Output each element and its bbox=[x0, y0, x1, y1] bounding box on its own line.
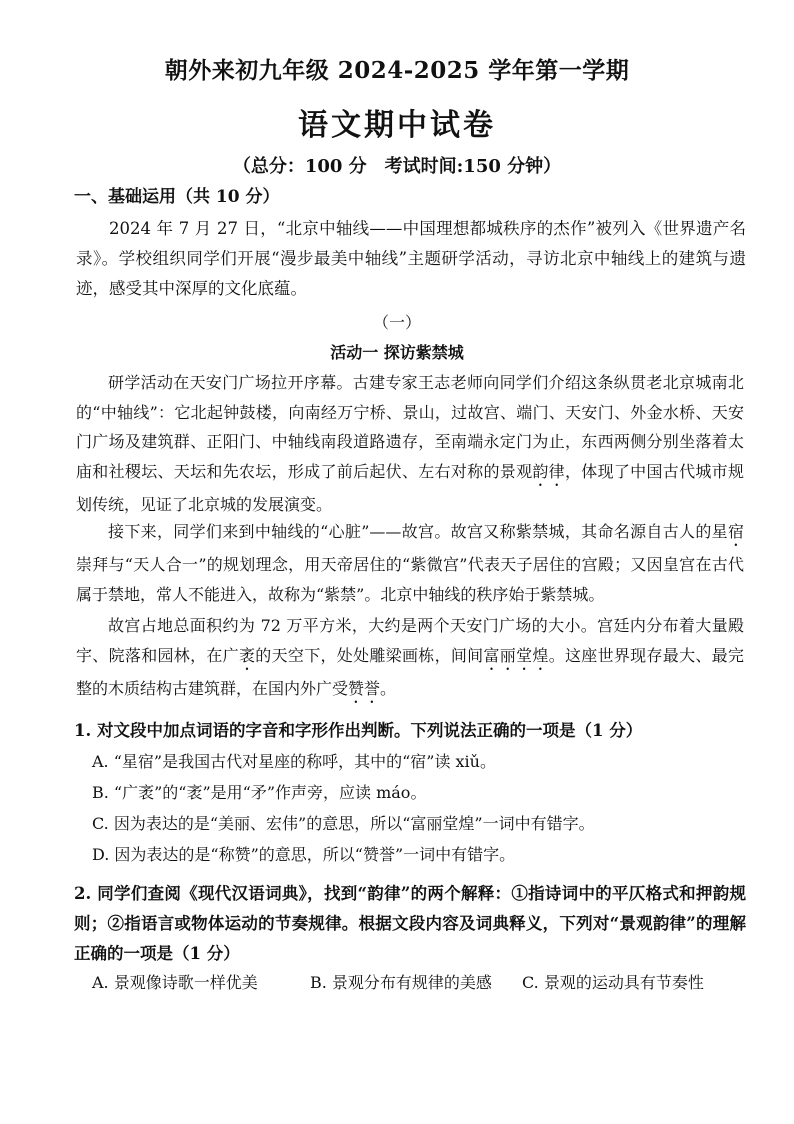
question-2-option-c: C. 景观的运动具有节奏性 bbox=[522, 973, 704, 992]
passage-text: ，体现了中国古代城市规划传统，见证了北京城的发展演变。 bbox=[76, 461, 744, 514]
passage-text: 故宫占地总面积约为 72 万平方米，大约是两个天安门广场的大小。宫廷内分布着大量殿宇、院落和园林，在广 bbox=[76, 616, 744, 665]
exam-title-line2: 语文期中试卷 bbox=[298, 108, 496, 143]
passage-paragraph-1 bbox=[76, 368, 744, 519]
score-and-time-info: （总分：100 分 考试时间:150 分钟） bbox=[232, 156, 562, 177]
question-1-option-b: B. “广袤”的“袤”是用“矛”作声旁，应读 máo。 bbox=[92, 783, 427, 802]
question-1-option-d: D. 因为表达的是“称赞”的意思，所以“赞誉”一词中有错字。 bbox=[92, 845, 516, 864]
passage-text: 崇拜与“天人合一”的规划理念，用天帝居住的“紫微宫”代表天子居住的宫殿；又因皇宫在古代属于禁地，常人不能进入，故称为“紫禁”。北京中轴线的秩序始于紫禁城。 bbox=[76, 555, 744, 604]
passage-text: 研学活动在天安门广场拉开序幕。古建专家王志老师向同学们介绍这条纵贯老北京城南北的“中轴线”：它北起钟鼓楼，向南经万宁桥、景山，过故宫、端门、天安门、外金水桥、天安门广场及建筑群、正阳门、中轴线南段道路遗存，至南端永定门为止，东西两侧分别坐落着太庙和社稷坛、天坛和先农坛，形成了前后起伏、左右对称的景观 bbox=[76, 373, 744, 481]
question-2-options bbox=[92, 970, 752, 996]
passage-text: 的天空下，处处雕梁画栋，间间 bbox=[255, 645, 484, 665]
passage-paragraph-2 bbox=[76, 517, 744, 609]
section-heading: 一、基础运用（共 10 分） bbox=[74, 187, 280, 207]
dotted-word: 赞誉 bbox=[348, 678, 381, 698]
dotted-word: 宿 bbox=[727, 522, 744, 541]
question-2-option-a: A. 景观像诗歌一样优美 bbox=[92, 973, 258, 992]
activity-title: 活动一 探访紫禁城 bbox=[330, 343, 464, 362]
passage-text: 接下来，同学们来到中轴线的“心脏”——故宫。故宫又称紫禁城，其命名源自古人的星 bbox=[108, 522, 728, 541]
dotted-word: 富丽堂煌 bbox=[483, 645, 549, 665]
question-2-stem: 2. 同学们查阅《现代汉语词典》，找到“韵律”的两个解释：①指诗词中的平仄格式和押韵规则；②指语言或物体运动的节奏规律。根据文段内容及词典释义，下列对“景观韵律”的理解正确的一项是（1 分） bbox=[74, 884, 746, 963]
question-1-stem: 1. 对文段中加点词语的字音和字形作出判断。下列说法正确的一项是（1 分） bbox=[74, 721, 643, 740]
passage-text: 。这座世界现存最大、最完整的木质结构古建筑群，在国内外广受 bbox=[76, 645, 744, 698]
exam-title-line1: 朝外来初九年级 2024-2025 学年第一学期 bbox=[164, 57, 630, 84]
passage-text: 。 bbox=[380, 678, 397, 698]
question-1-option-a: A. “星宿”是我国古代对星座的称呼，其中的“宿”读 xiǔ。 bbox=[92, 752, 496, 771]
part-label: （一） bbox=[372, 313, 421, 332]
dotted-word: 韵律 bbox=[532, 461, 565, 481]
question-2-option-b: B. 景观分布有规律的美感 bbox=[310, 973, 492, 992]
section-intro-paragraph: 2024 年 7 月 27 日，“北京中轴线——中国理想都城秩序的杰作”被列入《世界遗产名录》。学校组织同学们开展“漫步最美中轴线”主题研学活动，寻访北京中轴线上的建筑与遗迹，感受其中深厚的文化底蕴。 bbox=[76, 219, 746, 298]
dotted-word: 袤 bbox=[238, 645, 256, 665]
passage-paragraph-3 bbox=[76, 611, 744, 707]
question-1-option-c: C. 因为表达的是“美丽、宏伟”的意思，所以“富丽堂煌”一词中有错字。 bbox=[92, 814, 595, 833]
